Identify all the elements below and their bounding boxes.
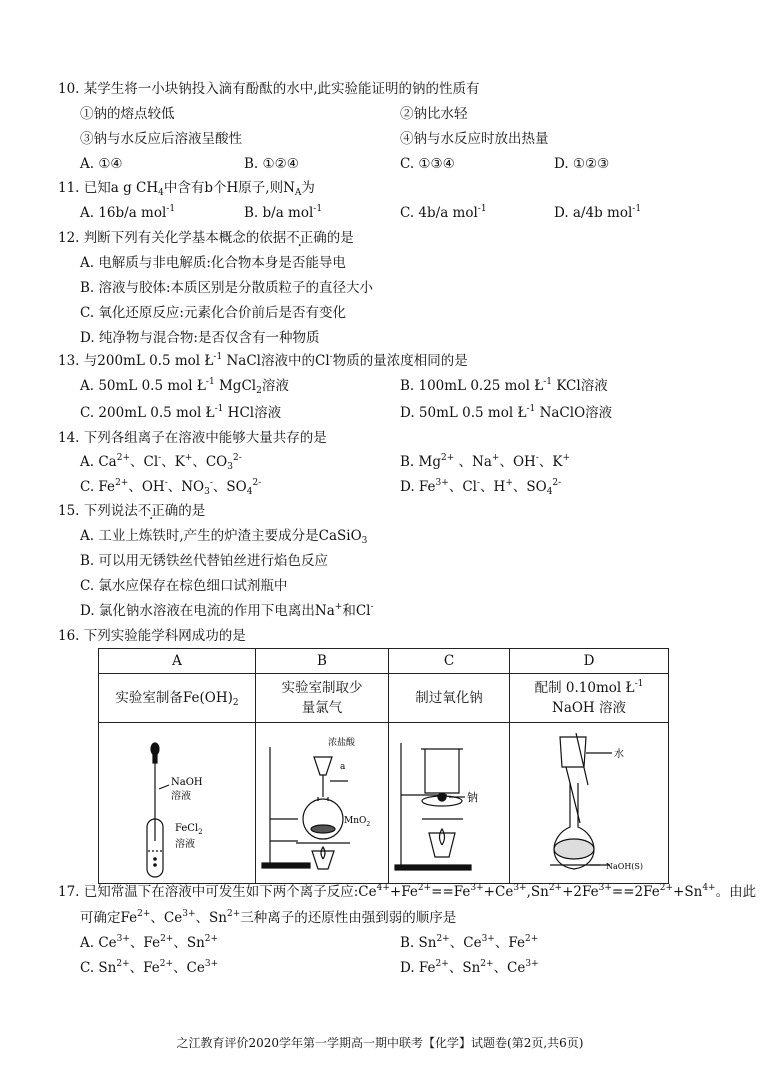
q15-option-b: B. 可以用无锈铁丝代替铂丝进行焰色反应 — [80, 553, 329, 569]
hcl-label: 浓盐酸 — [328, 738, 356, 748]
q13-option-d: D. 50mL 0.5 mol $Ł^{-1}$ NaClO溶液 — [400, 404, 613, 421]
q17-stem-line2: 可确定$Fe^{2+}$、$Ce^{3+}$、$Sn^{2+}$三种离子的还原性由强到弱的顺序是 — [80, 909, 457, 926]
q10-option-a: A. ①④ — [80, 156, 123, 172]
table-header-row — [99, 649, 669, 674]
q15-option-d: D. 氯化钠水溶液在电流的作用下电离出Na+和Cl- — [80, 602, 374, 619]
q10-statement-2: ②钠比水轻 — [400, 106, 468, 122]
q11-stem: 11. 已知a g $CH_4$中含有b个H原子,则$N_A$为 — [58, 180, 315, 198]
q14-option-b: B. $Mg^{2+}$ 、Na+、OH-、K+ — [400, 453, 570, 470]
header-cell-d: D — [510, 649, 669, 674]
page-footer: 之江教育评价2020学年第一学期高一期中联考【化学】试题卷(第2页,共6页) — [176, 1036, 584, 1050]
q12-option-d: D. 纯净物与混合物:是否仅含有一种物质 — [80, 330, 320, 346]
fecl2-label: FeCl$_2$ — [175, 823, 203, 836]
q17-stem-line1: 17. 已知常温下在溶液中可发生如下两个离子反应$:Ce^{4+}+Fe^{2+}==Fe^{3+}+Ce^{3+},Sn^{2+}+2Fe^{3+}==2Fe^{2+}+Sn^{4+}$。由此 — [58, 883, 757, 900]
naoh-label: NaOH — [171, 777, 203, 788]
q14-stem: 14. 下列各组离子在溶液中能够大量共存的是 — [58, 430, 327, 446]
q12-option-a: A. 电解质与非电解质:化合物本身是否能导电 — [80, 255, 346, 271]
header-cell-a: A — [99, 649, 256, 674]
q10-option-c: C. ①③④ — [400, 156, 455, 172]
desc-cell-c: 制过氧化钠 — [389, 674, 510, 723]
q11-option-a: A. 16b/a mol$^{-1}$ — [80, 204, 176, 221]
diagram-cell-d — [510, 723, 669, 884]
q10-option-d: D. ①②③ — [554, 156, 610, 172]
q17-option-d: D. $Fe^{2+}$、$Sn^{2+}$、$Ce^{3+}$ — [400, 959, 539, 976]
desc-cell-d: 配制 0.10mol $Ł^{-1}$ NaOH 溶液 — [510, 674, 669, 723]
q14-option-d: D. $Fe^{3+}$、Cl-、H+、$SO_4^{2-}$ — [400, 478, 562, 497]
naoh-solution-label: 溶液 — [171, 791, 191, 802]
q17-option-a: A. $Ce^{3+}$、$Fe^{2+}$、$Sn^{2+}$ — [80, 934, 219, 951]
q13-option-c: C. 200mL 0.5 mol $Ł^{-1}$ HCl溶液 — [80, 404, 282, 421]
q13-stem: 13. 与200mL 0.5 mol $Ł^{-1}$ NaCl溶液中的Cl-物质的量浓度相同的是 — [58, 352, 468, 369]
dropper-test-tube-diagram — [99, 723, 255, 879]
q11-option-b: B. b/a mol$^{-1}$ — [244, 204, 323, 221]
naoh-solid-label: NaOH(S) — [606, 862, 644, 871]
table-description-row — [99, 674, 669, 723]
q10-option-b: B. ①②④ — [244, 156, 299, 172]
q14-option-c: C. $Fe^{2+}$、OH-、$NO_3^-$、$SO_4^{2-}$ — [80, 478, 262, 497]
volumetric-flask-diagram — [510, 723, 668, 879]
header-cell-b: B — [256, 649, 389, 674]
q15-option-a: A. 工业上炼铁时,产生的炉渣主要成分是CaSiO$_3$ — [80, 528, 368, 546]
q16-stem: 16. 下列实验能学科网成功的是 — [58, 628, 246, 644]
q12-option-b: B. 溶液与胶体:本质区别是分散质粒子的直径大小 — [80, 280, 374, 296]
desc-cell-b: 实验室制取少量氯气 — [256, 674, 389, 723]
q11-option-d: D. a/4b mol$^{-1}$ — [554, 204, 642, 221]
q13-option-a: A. 50mL 0.5 mol $Ł^{-1}$ MgCl$_2$溶液 — [80, 377, 289, 396]
q17-option-b: B. $Sn^{2+}$、$Ce^{3+}$、$Fe^{2+}$ — [400, 934, 539, 951]
desc-cell-a: 实验室制备$Fe(OH)_2$ — [99, 674, 256, 723]
diagram-cell-a — [99, 723, 256, 884]
q10-statement-1: ①钠的熔点较低 — [80, 106, 175, 122]
q13-option-b: B. 100mL 0.25 mol $Ł^{-1}$ KCl溶液 — [400, 377, 608, 394]
table-diagram-row — [99, 723, 669, 884]
q12-stem: 12. 判断下列有关化学基本概念的依据不正确的是 — [58, 230, 354, 246]
chlorine-generator-diagram — [256, 723, 388, 879]
q10-stem: 10. 某学生将一小块钠投入滴有酚酞的水中,此实验能证明的钠的性质有 — [58, 81, 480, 97]
valve-a-label: a — [340, 762, 346, 772]
q15-option-c: C. 氯水应保存在棕色细口试剂瓶中 — [80, 578, 288, 594]
sodium-peroxide-diagram — [389, 723, 509, 879]
fecl2-solution-label: 溶液 — [175, 839, 195, 850]
q15-stem: 15. 下列说法不正确的是 — [58, 503, 206, 519]
q11-option-c: C. 4b/a mol$^{-1}$ — [400, 204, 487, 221]
q10-statement-4: ④钠与水反应时放出热量 — [400, 131, 549, 147]
q14-option-a: A. $Ca^{2+}$、Cl-、K+、$CO_3^{2-}$ — [80, 453, 242, 472]
q10-statement-3: ③钠与水反应后溶液呈酸性 — [80, 131, 242, 147]
diagram-cell-b — [256, 723, 389, 884]
q17-option-c: C. $Sn^{2+}$、$Fe^{2+}$、$Ce^{3+}$ — [80, 959, 219, 976]
water-label: 水 — [614, 749, 624, 760]
diagram-cell-c — [389, 723, 510, 884]
mno2-label: MnO$_2$ — [344, 816, 371, 828]
q16-experiment-table — [98, 648, 669, 884]
q12-option-c: C. 氧化还原反应:元素化合价前后是否有变化 — [80, 305, 346, 321]
sodium-label: 钠 — [467, 791, 478, 804]
header-cell-c: C — [389, 649, 510, 674]
